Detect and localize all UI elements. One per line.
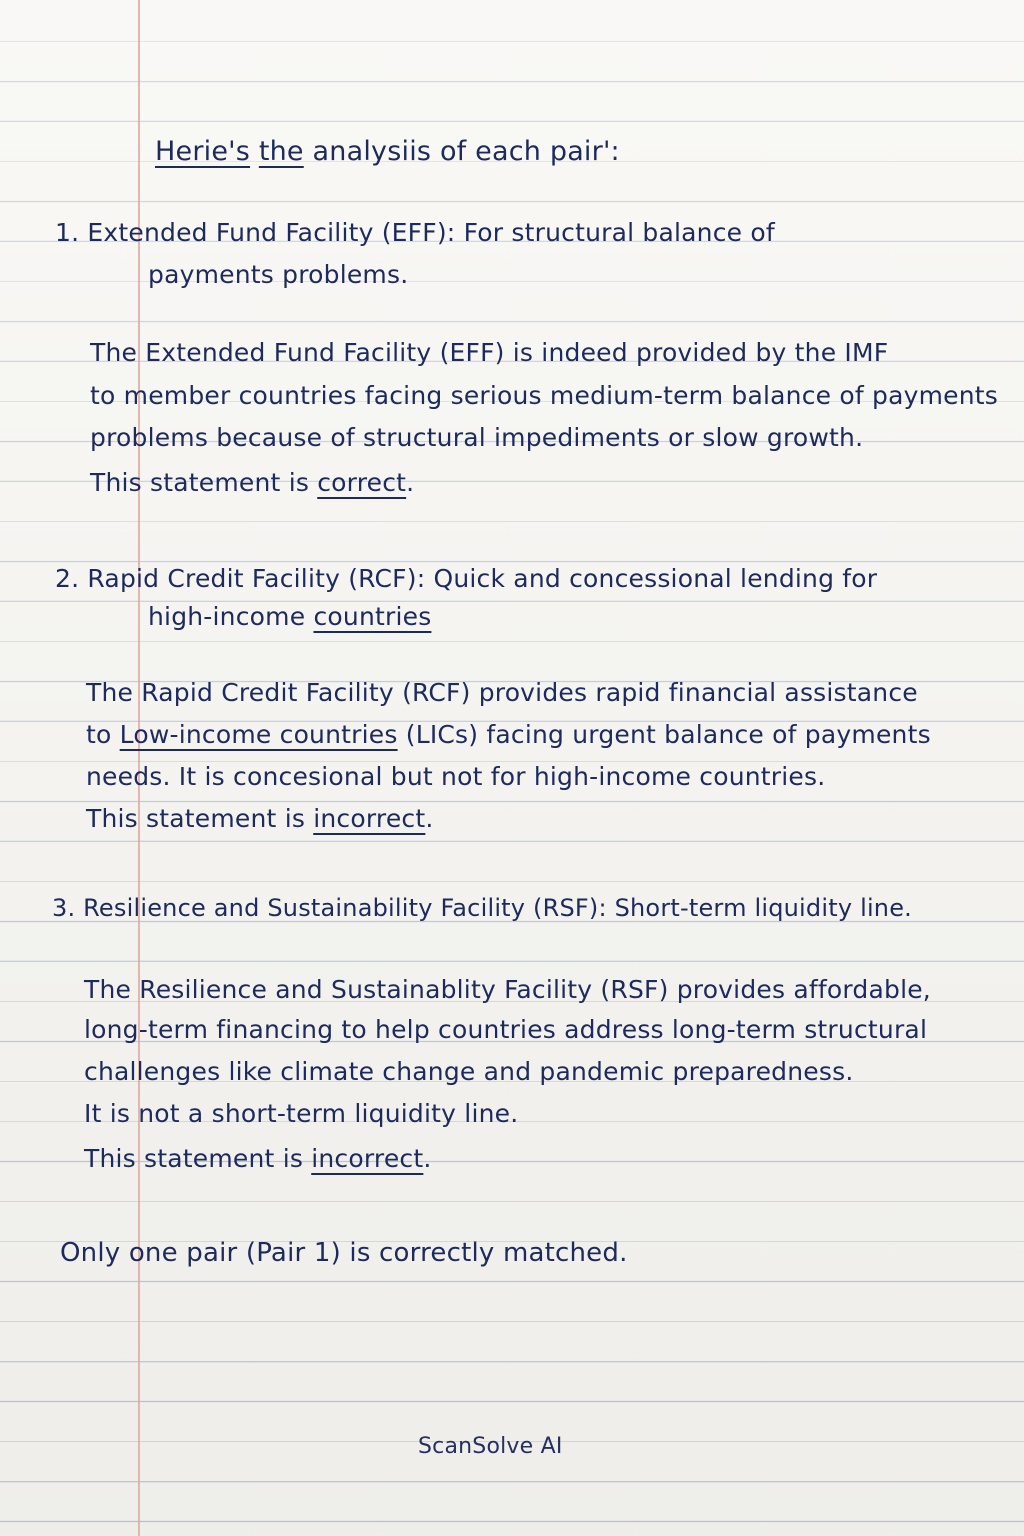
pair2-verdict-word: incorrect [313,804,426,833]
pair2-body-line1: The Rapid Credit Facility (RCF) provides rapid financial assistance [86,678,918,707]
pair3-body-line2: long-term financing to help countries address long-term structural [84,1015,928,1044]
pair1-heading-line2: payments problems. [148,260,409,289]
pair3-verdict-suffix: . [423,1144,432,1173]
pair3-verdict [84,1146,432,1171]
pair3-verdict-word: incorrect [311,1144,424,1173]
pair2-verdict-prefix: This statement is [86,804,306,833]
pair2-heading-pre: high-income [148,602,306,631]
pair2-heading-line1: 2. Rapid Credit Facility (RCF): Quick and concessional lending for [55,564,878,593]
footer-brand: ScanSolve AI [418,1434,563,1459]
pair1-body-line1: The Extended Fund Facility (EFF) is indeed provided by the IMF [90,338,889,367]
title-rest: analysiis of each pair': [312,136,620,167]
pair2-heading-line2 [148,604,431,629]
pair1-verdict-prefix: This statement is [90,468,310,497]
pair3-body-line4: It is not a short-term liquidity line. [84,1099,519,1128]
pair2-body-line3: needs. It is concesional but not for high-income countries. [86,762,826,791]
page-title [155,138,620,165]
pair3-body-line1: The Resilience and Sustainablity Facility (RSF) provides affordable, [84,975,931,1004]
pair2-verdict [86,806,434,831]
pair1-heading-line1: 1. Extended Fund Facility (EFF): For structural balance of [55,218,775,247]
conclusion: Only one pair (Pair 1) is correctly matched. [60,1238,628,1268]
title-word-2: the [258,136,304,167]
pair1-verdict [90,470,414,495]
pair2-body-line2 [86,722,931,747]
pair1-verdict-word: correct [317,468,407,497]
pair2-heading-underlined: countries [313,602,432,631]
pair2-body-post: (LICs) facing urgent balance of payments [405,720,931,749]
pair3-verdict-prefix: This statement is [84,1144,304,1173]
pair3-body-line3: challenges like climate change and pandemic preparedness. [84,1057,854,1086]
pair2-verdict-suffix: . [425,804,434,833]
pair1-body-line3: problems because of structural impediments or slow growth. [90,423,864,452]
pair2-body-pre: to [86,720,112,749]
title-word-1: Herie's [155,136,251,167]
pair1-body-line2: to member countries facing serious medium-term balance of payments [90,381,999,410]
pair1-verdict-suffix: . [406,468,415,497]
pair3-heading-line1: 3. Resilience and Sustainability Facility (RSF): Short-term liquidity line. [52,894,913,922]
pair2-body-underlined: Low-income countries [119,720,398,749]
